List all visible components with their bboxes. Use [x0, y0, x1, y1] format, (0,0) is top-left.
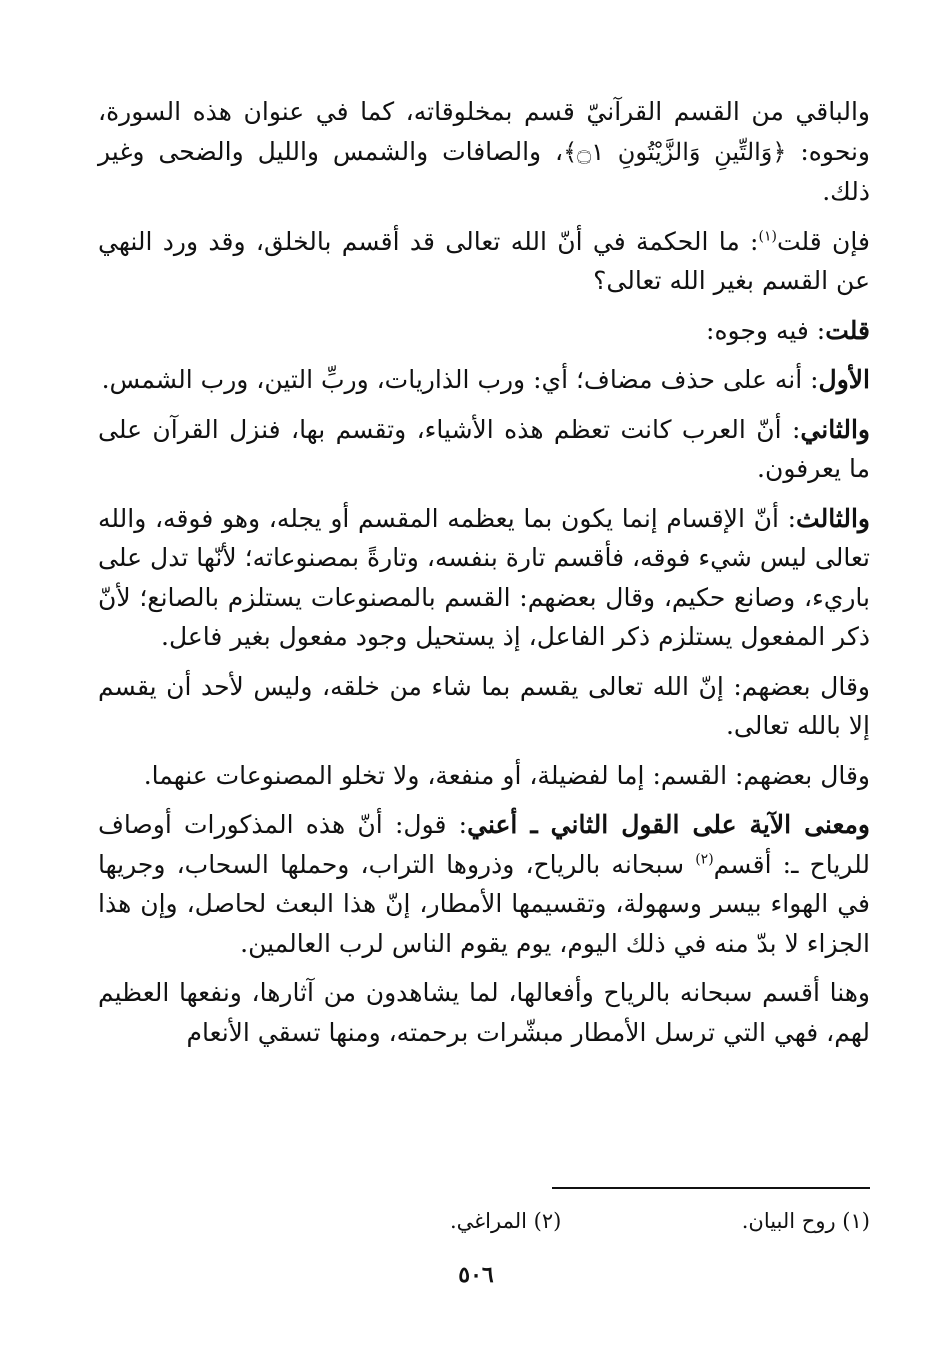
paragraph-text: : أنّ العرب كانت تعظم هذه الأشياء، وتقسم بها، فنزل القرآن على ما يعرفون.: [98, 414, 870, 483]
paragraph-text: وهنا أقسم سبحانه بالرياح وأفعالها، لما يشاهدون من آثارها، ونفعها العظيم لهم، فهي التي ترسل الأمطار مبشّرات برحمته، ومنها تسقي الأنعام: [98, 978, 870, 1047]
footnote-1: (١) روح البيان.: [741, 1209, 870, 1233]
bold-lead: ومعنى الآية على القول الثاني ـ أعني: [467, 810, 870, 839]
paragraph-text: : ما الحكمة في أنّ الله تعالى قد أقسم بالخلق، وقد ورد النهي عن القسم بغير الله تعالى؟: [98, 226, 870, 295]
paragraph-1: [98, 92, 870, 212]
paragraph-8: [98, 756, 870, 796]
paragraph-text: : أنّ الإقسام إنما يكون بما يعظمه المقسم أو يجله، وهو فوقه، والله تعالى ليس شيء فوقه، فأقسم تارة بنفسه، وتارةً بمصنوعاته؛ لأنّها تدل على باريء، وصانع حكيم، وقال بعضهم: القسم بالمصنوعات يستلزم بالصانع؛ لأنّ ذكر المفعول يستلزم ذكر الفاعل، إذ يستحيل وجود مفعول بغير فاعل.: [98, 503, 870, 651]
footnote-2: (٢) المراغي.: [450, 1209, 562, 1233]
footnote-ref-2: (٢): [695, 851, 714, 868]
footnotes: [450, 1207, 870, 1235]
paragraph-text: : أنه على حذف مضاف؛ أي: ورب الذاريات، وربِّ التين، ورب الشمس.: [101, 365, 819, 394]
paragraph-text: : قول: أنّ هذه المذكورات أوصاف للرياح ـ: أقسم: [98, 810, 870, 879]
paragraph-4: [98, 360, 870, 400]
paragraph-text: وقال بعضهم: إنّ الله تعالى يقسم بما شاء من خلقه، وليس لأحد أن يقسم إلا بالله تعالى.: [98, 671, 870, 740]
bold-lead: والثالث: [796, 503, 870, 533]
footnote-ref-1: (١): [758, 228, 777, 245]
paragraph-9: [98, 805, 870, 963]
paragraph-3: [98, 311, 870, 351]
paragraph-text: فإن قلت: [776, 226, 870, 256]
bold-lead: قلت: [825, 315, 870, 345]
paragraph-10: [98, 973, 870, 1052]
page-body: [98, 92, 870, 1062]
paragraph-text: سبحانه بالرياح، وذروها التراب، وحملها السحاب، وجريها في الهواء بيسر وسهولة، وتقسيمها الأمطار، إنّ هذا البعث لحاصل، وإن هذا الجزاء لا بدّ منه في ذلك اليوم، يوم يقوم الناس لرب العالمين.: [98, 849, 870, 958]
paragraph-5: [98, 410, 870, 489]
paragraph-text: ، والصافات والشمس والليل والضحى وغير ذلك.: [98, 136, 870, 206]
paragraph-2: [98, 222, 870, 301]
paragraph-6: [98, 499, 870, 657]
bold-lead: والثاني: [800, 414, 870, 444]
paragraph-text: وقال بعضهم: القسم: إما لفضيلة، أو منفعة، ولا تخلو المصنوعات عنهما.: [143, 760, 870, 790]
footnote-divider: [552, 1187, 870, 1189]
paragraph-text: : فيه وجوه:: [706, 315, 826, 345]
quran-verse: ﴿وَالتِّينِ وَالزَّيْتُونِ ۝١﴾: [563, 137, 787, 166]
paragraph-7: [98, 667, 870, 746]
page-number: ٥٠٦: [458, 1262, 494, 1288]
paragraph-text: والباقي من القسم القرآنيّ قسم بمخلوقاته، كما في عنوان هذه السورة، ونحوه:: [98, 97, 870, 166]
bold-lead: الأول: [818, 365, 870, 394]
